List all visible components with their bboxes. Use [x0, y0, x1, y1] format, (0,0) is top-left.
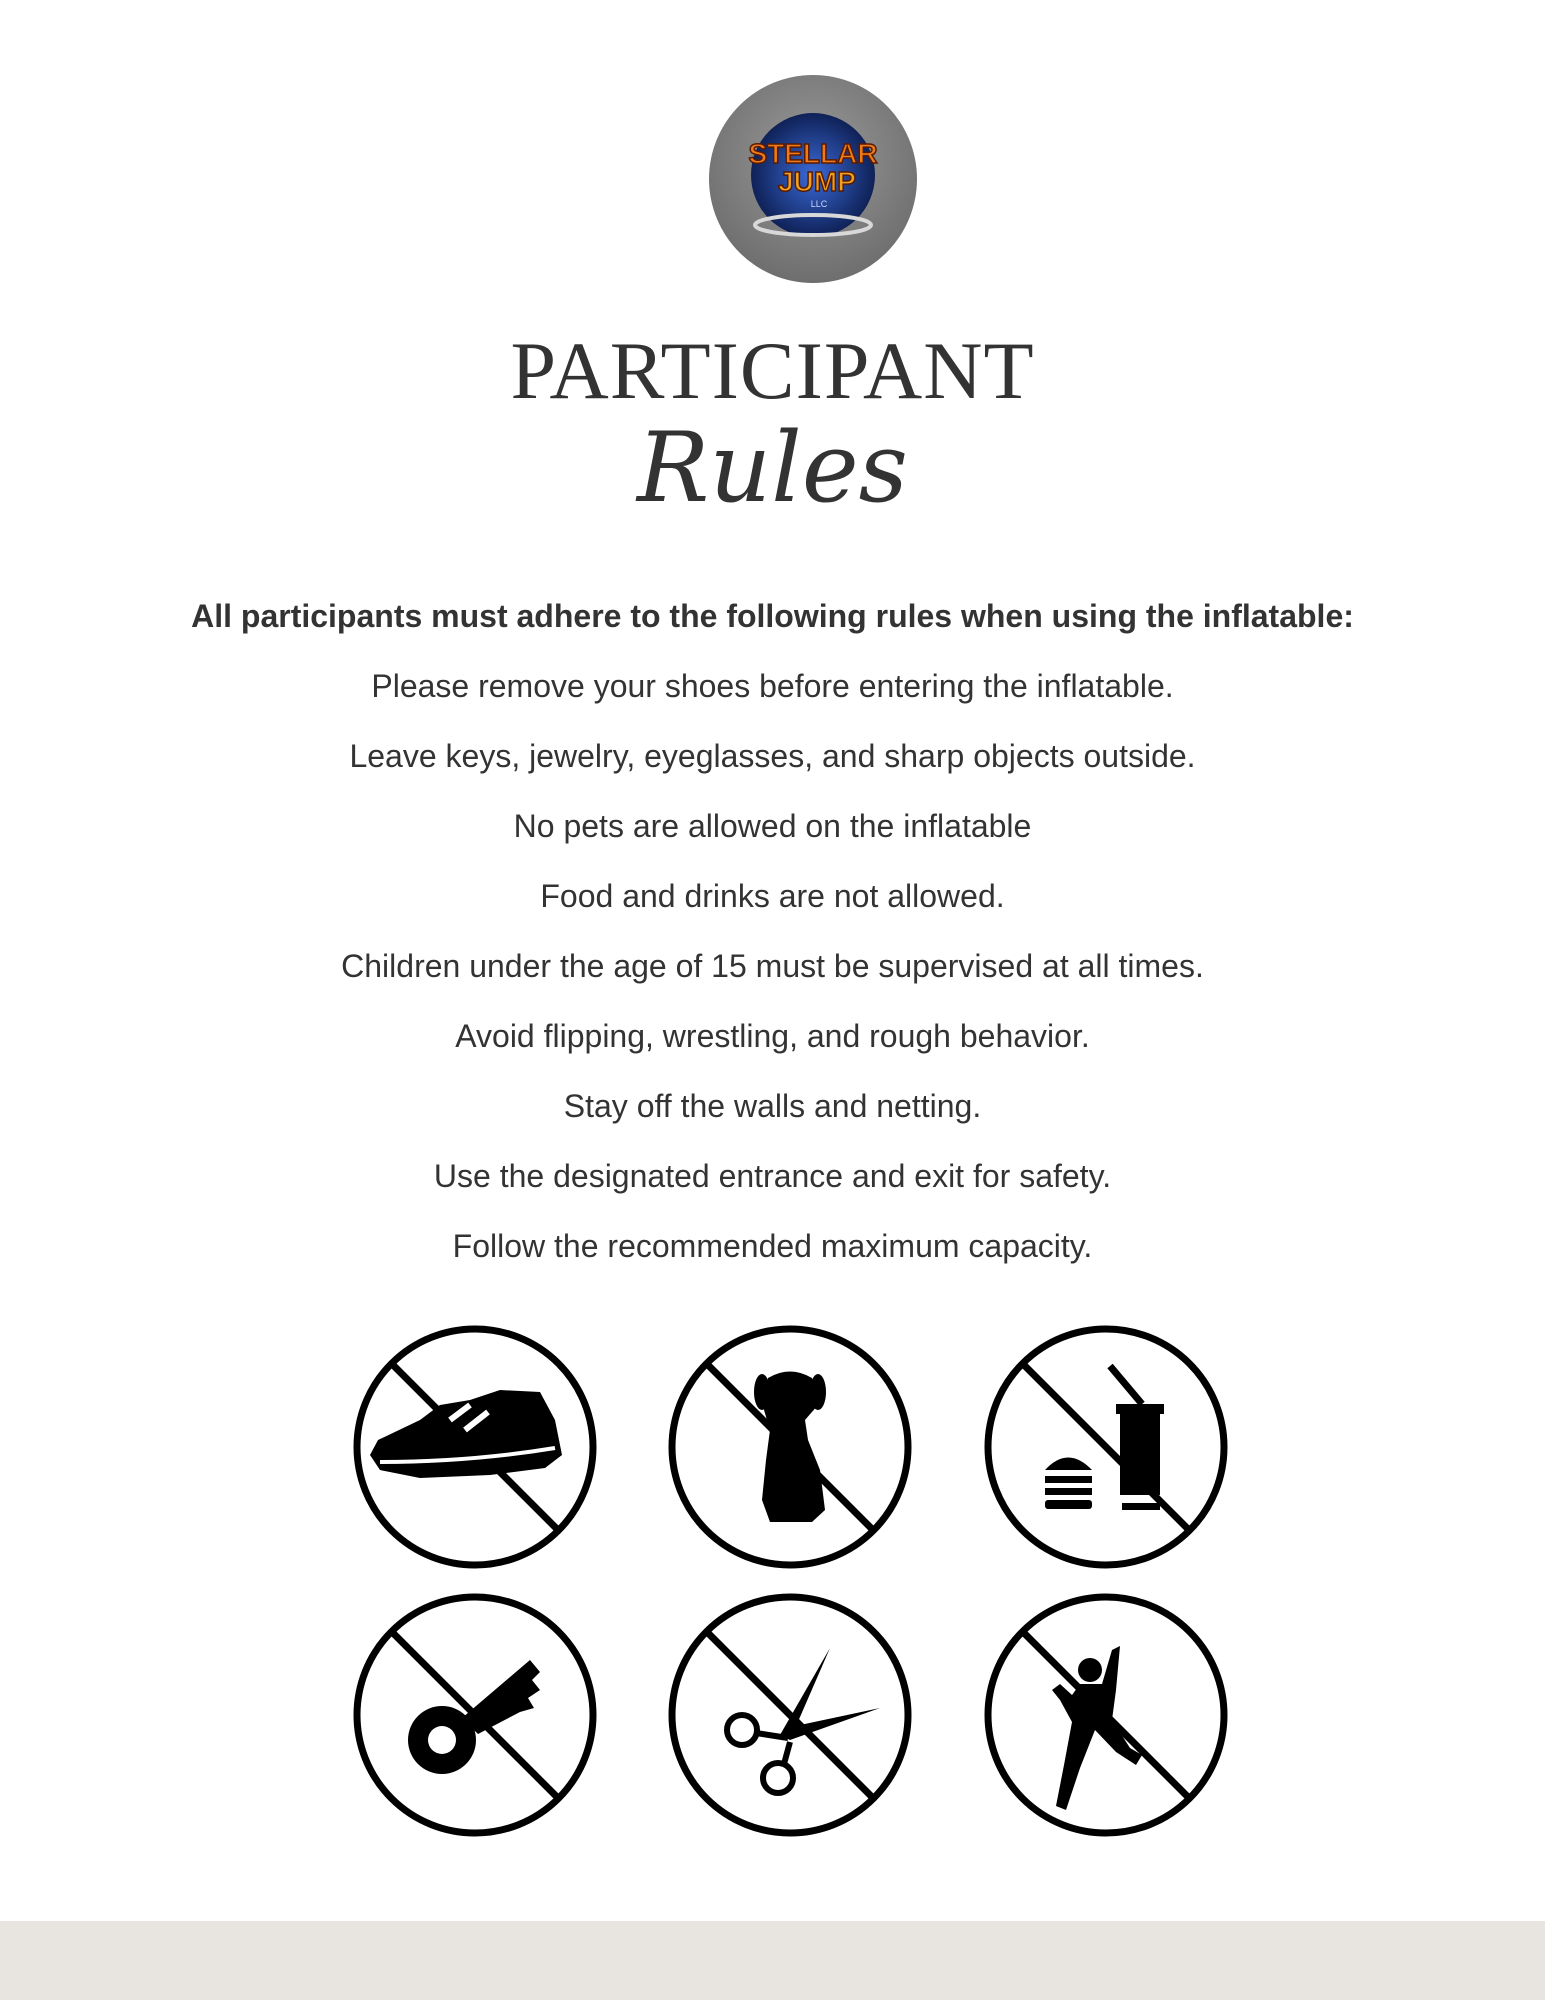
no-keys-icon — [357, 1597, 593, 1833]
rule-item: Leave keys, jewelry, eyeglasses, and sharp objects outside. — [349, 738, 1196, 774]
rules-intro: All participants must adhere to the following rules when using the inflatable: — [191, 598, 1354, 634]
no-shoes-icon — [357, 1329, 593, 1565]
rule-item: Use the designated entrance and exit for safety. — [433, 1158, 1112, 1194]
stellar-jump-logo — [709, 75, 917, 283]
svg-text:LLC: LLC — [810, 199, 828, 209]
rules-list — [0, 592, 1545, 1292]
no-sharp-objects-icon — [672, 1597, 908, 1833]
page-subtitle: Rules — [637, 412, 908, 524]
rule-item: Avoid flipping, wrestling, and rough behavior. — [455, 1018, 1090, 1054]
rule-item: No pets are allowed on the inflatable — [513, 808, 1032, 844]
page-title: PARTICIPANT — [510, 325, 1035, 416]
svg-text:STELLAR: STELLAR — [748, 138, 878, 169]
footer-band — [0, 1921, 1545, 2000]
rule-item: Follow the recommended maximum capacity. — [452, 1228, 1093, 1264]
no-food-drinks-icon — [988, 1329, 1224, 1565]
no-climbing-icon — [988, 1597, 1224, 1833]
rule-item: Children under the age of 15 must be supervised at all times. — [341, 948, 1204, 984]
rule-item: Please remove your shoes before entering the inflatable. — [371, 668, 1174, 704]
no-pets-icon — [672, 1329, 908, 1565]
rule-item: Stay off the walls and netting. — [563, 1088, 982, 1124]
svg-text:JUMP: JUMP — [778, 166, 856, 197]
rule-item: Food and drinks are not allowed. — [540, 878, 1005, 914]
